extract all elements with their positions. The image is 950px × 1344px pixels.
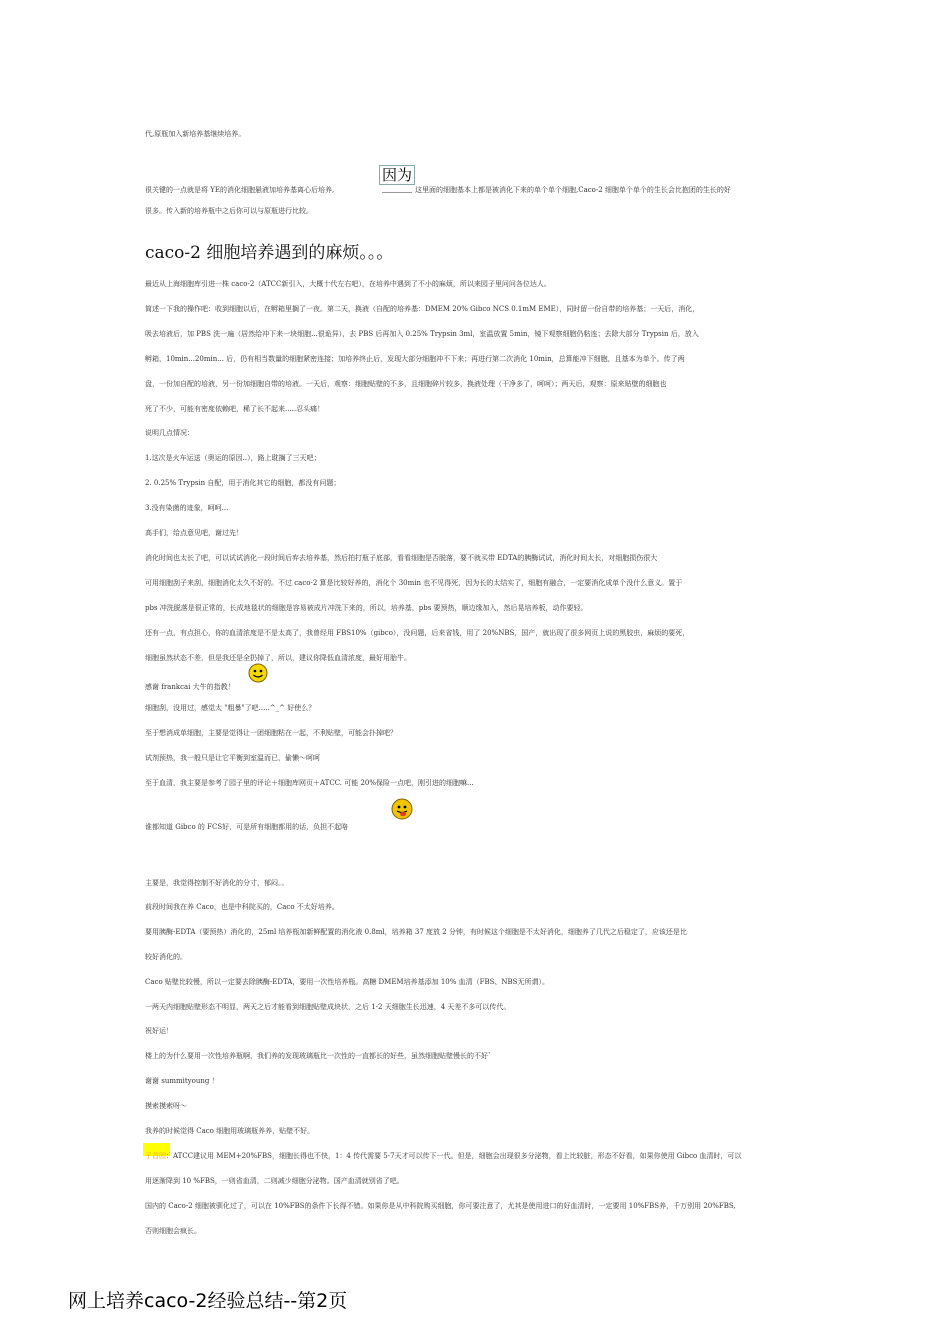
page-footer-title: 网上培养caco-2经验总结--第2页 <box>68 1290 348 1312</box>
text-line: 谢谢 summityoung ！ <box>145 1077 219 1085</box>
text-line: 试剂预热，我一般只是让它平衡到室温而已，偷懒～呵呵 <box>145 754 320 762</box>
text-line: Caco 贴壁比较慢，所以一定要去除胰酶-EDTA，要用一次性培养瓶。高糖 DMEM培养基添加 10% 血清（FBS、NBS无所谓）。 <box>145 978 549 986</box>
text-line: 很多。传入新的培养瓶中之后你可以与原瓶进行比较。 <box>145 207 313 215</box>
text-line: 国内的 Caco-2 细胞被驯化过了，可以在 10%FBS的条件下长得不错。如果你是从中科院购买细胞，你可要注意了，尤其是使用进口的好血清时，一定要用 10%FBS养，千万别用 20%FBS, <box>145 1202 736 1210</box>
text-line: 要用胰酶-EDTA（要预热）消化的，25ml 培养瓶加新鲜配置的消化液 0.8ml，培养箱 37 度放 2 分钟，有时候这个细胞是不太好消化，细胞养了几代之后稳定了，应该还是比 <box>145 928 687 936</box>
text-line: 一两天内细胞贴壁形态不明显，两天之后才能看到细胞贴壁成块状，之后 1-2 天细胞生长迅速，4 天差不多可以传代。 <box>145 1003 511 1011</box>
text-line: 说明几点情况： <box>145 429 194 437</box>
text-line: 细胞刮，没用过，感觉太 "粗暴"了吧.....^_^ 好使么？ <box>145 704 316 712</box>
text-line: 消化时间也太长了吧，可以试试消化一段时间后弃去培养基，然后拍打瓶子底部，看看细胞是否脱落，要不就买带 EDTA的胰酶试试，消化时间太长，对细胞损伤很大 <box>145 554 658 562</box>
text-line: 用逐渐降到 10 %FBS，一则省血清，二则减少细胞分泌物。国产血清就别省了吧。 <box>145 1177 404 1185</box>
section-heading: caco-2 细胞培养遇到的麻烦。。。 <box>145 243 394 263</box>
highlighted-label: 子首园 <box>145 1152 166 1160</box>
text-line: 我养的时候觉得 Caco 细胞用玻璃瓶养养，贴壁不好。 <box>145 1127 315 1135</box>
text-line: 代,原瓶加入新培养基继续培养。 <box>145 130 246 138</box>
text-line: 细胞虽然状态不差，但是我还是全扔掉了，所以，建议你降低血清浓度，最好用胎牛。 <box>145 654 411 662</box>
text-line: 摸索摸索呀～ <box>145 1102 187 1110</box>
text-line: 祝好运！ <box>145 1027 173 1035</box>
text-line: 至于想消成单细胞，主要是觉得让一团细胞粘在一起，不利贴壁，可能会扑掉吧？ <box>145 729 397 737</box>
text-line: 这里面的细胞基本上都是被消化下来的单个单个细胞,Caco-2 细胞单个单个的生长会比抱团的生长的好 <box>415 186 731 194</box>
text-line: 谁都知道 Gibco 的 FCS好，可是所有细胞都用的话，负担不起咯 <box>145 823 349 831</box>
text-line: 感谢 frankcai 大牛的指教！ <box>145 683 235 691</box>
inline-image-text: 因为 <box>379 165 415 185</box>
text-line: 最近从上海细胞库引进一株 caco-2（ATCC新引入，大概十代左右吧），在培养中遇到了不小的麻烦，所以来园子里问问各位达人。 <box>145 280 551 288</box>
text-line: pbs 冲洗脱落是很正常的，长成地毯状的细胞是容易被成片冲洗下来的，所以，培养基，pbs 要预热，顺边缘加入，然后晃培养板，动作要轻。 <box>145 604 588 612</box>
text-line: 至于血清，我主要是参考了园子里的评论＋细胞库网页＋ATCC. 可能 20%保险一点吧，刚引进的细胞嘛... <box>145 779 474 787</box>
text-line: 死了不少，可能有密度依赖吧，稀了长不起来.....忍头痛！ <box>145 405 325 413</box>
text-line: 很关键的一点就是将 YE的消化细胞悬液加培养基离心后培养, <box>145 186 335 194</box>
text-line: 孵箱，10min...20min... 后，仍有相当数量的细胞紧密连接；加培养终止后，发现大部分细胞冲不下来；再进行第二次消化 10min，总算能冲下细胞，且基本为单个。传了两 <box>145 355 685 363</box>
gap-underline <box>382 192 412 193</box>
text-line: 较好消化的。 <box>145 953 187 961</box>
text-line: 3.没有染菌的迹象，呵呵... <box>145 504 229 512</box>
text-line: 吸去培液后，加 PBS 洗一遍（居然给冲下来一块细胞...很诡异），去 PBS 后再加入 0.25% Trypsin 3ml，室温放置 5min，镜下观察细胞仍粘连；去除大部分 Trypsin 后，放入 <box>145 330 699 338</box>
smiley-emoticon-icon <box>248 663 268 683</box>
text-line: 可用细胞刮子来刮，细胞消化太久不好的。不过 caco-2 算是比较好养的，消化个 30min 也不见得死，因为长的太结实了，细胞有融合，一定要消化成单个没什么意义。置于 <box>145 579 683 587</box>
text-span: ：ATCC建议用 MEM+20%FBS，细胞长得也不快，1：4 传代需要 5-7天才可以传下一代。但是，细胞会出现很多分泌物，看上比较脏，形态不好看，如果你使用 Gibco 血清时，可以 <box>166 1152 742 1160</box>
text-line: 否则细胞会疯长。 <box>145 1227 201 1235</box>
text-line: 还有一点，有点担心，你的血清浓度是不是太高了，我曾经用 FBS10%（gibco），没问题，后来省钱，用了 20%NBS，国产，就出现了很多网页上说的黑胶虫，麻烦的要死， <box>145 629 690 637</box>
text-line <box>145 1151 810 1161</box>
text-line: 高手们，给点意见吧，谢过先！ <box>145 529 243 537</box>
text-line: 简述一下我的操作吧：收到细胞以后，在孵箱里搁了一夜。第二天，换液（自配的培养基：DMEM 20% Gibco NCS 0.1mM EME），同时留一份自带的培养基；一天后，消化， <box>145 305 700 313</box>
text-line: 1.这次是火车运送（奥运的原因..），路上耽搁了三天吧； <box>145 454 321 462</box>
text-line: 2. 0.25% Trypsin 自配，用于消化其它的细胞，都没有问题； <box>145 479 341 487</box>
text-line: 盘，一份加自配的培液，另一份加细胞自带的培液。一天后，观察：细胞贴壁的不多，且细胞碎片较多，换液处理（干净多了，呵呵）；两天后，观察：原来贴壁的细胞也 <box>145 380 667 388</box>
text-line: 主要是，我觉得控制不好消化的分寸，郁闷。。 <box>145 879 289 887</box>
text-line: 楼上的为什么要用一次性培养瓶啊，我们养的发现玻璃瓶比一次性的一直都长的好些，虽然细胞贴壁慢长的不好` <box>145 1052 492 1060</box>
text-line: 前段时间我在养 Caco，也是中科院买的，Caco 不太好培养。 <box>145 903 339 911</box>
tongue-emoticon-icon <box>391 798 413 820</box>
